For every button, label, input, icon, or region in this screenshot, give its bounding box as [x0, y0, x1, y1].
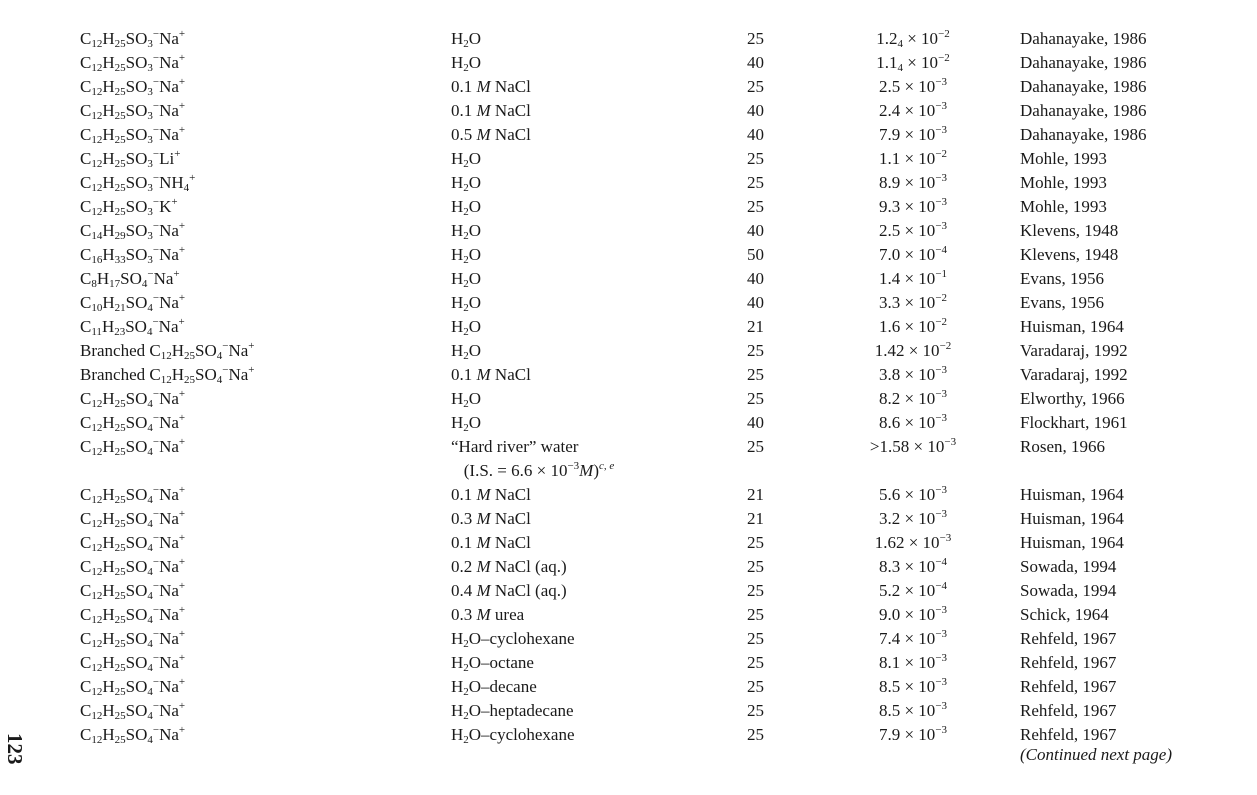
- reference-cell: Dahanayake, 1986: [1020, 29, 1147, 48]
- cmc-value-cell: $1.42 \times 10^{-2}$: [874, 340, 952, 360]
- table-row: [0, 531, 1257, 555]
- cmc-value-cell: $1.6 \times 10^{-2}$: [878, 316, 948, 336]
- compound-cell: $C_{12}H_{25}SO_4^-Na^+$: [80, 412, 186, 434]
- temperature-cell: 25: [747, 533, 764, 552]
- cmc-value-cell: $8.9 \times 10^{-3}$: [878, 172, 948, 192]
- temperature-cell: 25: [747, 701, 764, 720]
- compound-cell: $C_{12}H_{25}SO_3^-K^+$: [80, 196, 178, 218]
- reference-cell: Klevens, 1948: [1020, 221, 1119, 240]
- compound-cell: $C_{12}H_{25}SO_4^-Na^+$: [80, 532, 186, 554]
- compound-cell: Branched $C_{12}H_{25}SO_4^-Na^+$: [80, 364, 255, 386]
- continued-note: (Continued next page): [1020, 745, 1173, 764]
- cmc-table: [0, 27, 1257, 747]
- table-row: [0, 51, 1257, 75]
- cmc-value-cell: $8.2 \times 10^{-3}$: [878, 388, 948, 408]
- medium-cell: $H_2O$–cyclohexane: [451, 725, 575, 746]
- compound-cell: $C_{12}H_{25}SO_4^-Na^+$: [80, 508, 186, 530]
- cmc-value-cell: $1.62 \times 10^{-3}$: [874, 532, 952, 552]
- cmc-value-cell: $8.6 \times 10^{-3}$: [878, 412, 948, 432]
- cmc-value-cell: $7.4 \times 10^{-3}$: [878, 628, 948, 648]
- cmc-value-cell: $2.4 \times 10^{-3}$: [878, 100, 948, 120]
- medium-cell: 0.3 M urea: [451, 605, 525, 624]
- cmc-value-cell: $1.1_4 \times 10^{-2}$: [876, 52, 950, 74]
- cmc-value-cell: $7.9 \times 10^{-3}$: [878, 124, 948, 144]
- table-row: [0, 675, 1257, 699]
- medium-cell: 0.1 M NaCl: [451, 485, 531, 504]
- temperature-cell: 25: [747, 77, 764, 96]
- cmc-value-cell: $8.1 \times 10^{-3}$: [878, 652, 948, 672]
- table-row: [0, 603, 1257, 627]
- table-row: [0, 267, 1257, 291]
- temperature-cell: 40: [747, 293, 764, 312]
- reference-cell: Dahanayake, 1986: [1020, 53, 1147, 72]
- medium-cell: $H_2O$: [451, 197, 482, 218]
- medium-cell: $H_2O$–cyclohexane: [451, 629, 575, 650]
- table-row-continuation: [0, 459, 1257, 483]
- cmc-value-cell: $2.5 \times 10^{-3}$: [878, 76, 948, 96]
- table-row: [0, 27, 1257, 51]
- cmc-value-cell: $2.5 \times 10^{-3}$: [878, 220, 948, 240]
- reference-cell: Rehfeld, 1967: [1020, 701, 1117, 720]
- temperature-cell: 21: [747, 485, 764, 504]
- reference-cell: Huisman, 1964: [1020, 509, 1124, 528]
- table-row: [0, 411, 1257, 435]
- medium-cell: $H_2O$–decane: [451, 677, 537, 698]
- medium-cell: $H_2O$–heptadecane: [451, 701, 574, 722]
- compound-cell: $C_{16}H_{33}SO_3^-Na^+$: [80, 244, 186, 266]
- compound-cell: $C_{12}H_{25}SO_4^-Na^+$: [80, 628, 186, 650]
- compound-cell: $C_8H_{17}SO_4^-Na^+$: [80, 268, 180, 290]
- reference-cell: Huisman, 1964: [1020, 317, 1124, 336]
- compound-cell: $C_{10}H_{21}SO_4^-Na^+$: [80, 292, 186, 314]
- temperature-cell: 25: [747, 605, 764, 624]
- table-row: [0, 291, 1257, 315]
- page-number: 123: [3, 733, 27, 765]
- temperature-cell: 25: [747, 365, 764, 384]
- compound-cell: Branched $C_{12}H_{25}SO_4^-Na^+$: [80, 340, 255, 362]
- compound-cell: $C_{12}H_{25}SO_3^-NH_4^+$: [80, 172, 196, 194]
- cmc-value-cell: $8.5 \times 10^{-3}$: [878, 700, 948, 720]
- medium-cell: $H_2O$: [451, 293, 482, 314]
- compound-cell: $C_{12}H_{25}SO_4^-Na^+$: [80, 604, 186, 626]
- medium-cell: 0.1 M NaCl: [451, 365, 531, 384]
- cmc-value-cell: $3.2 \times 10^{-3}$: [878, 508, 948, 528]
- medium-cell: $H_2O$: [451, 389, 482, 410]
- cmc-value-cell: $9.3 \times 10^{-3}$: [878, 196, 948, 216]
- table-row: [0, 171, 1257, 195]
- cmc-value-cell: $1.1 \times 10^{-2}$: [878, 148, 948, 168]
- medium-cell: $H_2O$: [451, 173, 482, 194]
- compound-cell: $C_{12}H_{25}SO_3^-Li^+$: [80, 148, 181, 170]
- table-row: [0, 219, 1257, 243]
- temperature-cell: 40: [747, 221, 764, 240]
- table-row: [0, 147, 1257, 171]
- medium-cell: 0.3 M NaCl: [451, 509, 531, 528]
- medium-cell: $H_2O$: [451, 341, 482, 362]
- temperature-cell: 40: [747, 101, 764, 120]
- table-row: [0, 507, 1257, 531]
- reference-cell: Dahanayake, 1986: [1020, 125, 1147, 144]
- temperature-cell: 40: [747, 53, 764, 72]
- medium-cell: 0.4 M NaCl (aq.): [451, 581, 567, 600]
- reference-cell: Sowada, 1994: [1020, 581, 1117, 600]
- compound-cell: $C_{12}H_{25}SO_3^-Na^+$: [80, 100, 186, 122]
- temperature-cell: 25: [747, 653, 764, 672]
- reference-cell: Rosen, 1966: [1020, 437, 1105, 456]
- temperature-cell: 21: [747, 317, 764, 336]
- reference-cell: Mohle, 1993: [1020, 173, 1107, 192]
- reference-cell: Evans, 1956: [1020, 269, 1105, 288]
- cmc-value-cell: $1.4 \times 10^{-1}$: [878, 268, 948, 288]
- temperature-cell: 40: [747, 269, 764, 288]
- compound-cell: $C_{12}H_{25}SO_4^-Na^+$: [80, 724, 186, 746]
- medium-cell: “Hard river” water: [451, 437, 579, 456]
- cmc-value-cell: $8.3 \times 10^{-4}$: [878, 556, 948, 576]
- reference-cell: Rehfeld, 1967: [1020, 677, 1117, 696]
- temperature-cell: 50: [747, 245, 764, 264]
- reference-cell: Evans, 1956: [1020, 293, 1105, 312]
- temperature-cell: 40: [747, 413, 764, 432]
- table-row: [0, 123, 1257, 147]
- reference-cell: Dahanayake, 1986: [1020, 77, 1147, 96]
- compound-cell: $C_{12}H_{25}SO_4^-Na^+$: [80, 652, 186, 674]
- compound-cell: $C_{12}H_{25}SO_4^-Na^+$: [80, 676, 186, 698]
- table-row: [0, 75, 1257, 99]
- reference-cell: Mohle, 1993: [1020, 149, 1107, 168]
- reference-cell: Rehfeld, 1967: [1020, 725, 1117, 744]
- table-row: [0, 243, 1257, 267]
- temperature-cell: 25: [747, 173, 764, 192]
- temperature-cell: 25: [747, 677, 764, 696]
- table-row: [0, 651, 1257, 675]
- table-row: [0, 435, 1257, 459]
- table-row: [0, 555, 1257, 579]
- temperature-cell: 25: [747, 389, 764, 408]
- temperature-cell: 25: [747, 149, 764, 168]
- reference-cell: Varadaraj, 1992: [1020, 365, 1128, 384]
- medium-cell: 0.5 M NaCl: [451, 125, 531, 144]
- cmc-value-cell: $9.0 \times 10^{-3}$: [878, 604, 948, 624]
- medium-cell: $H_2O$: [451, 53, 482, 74]
- medium-cell: 0.1 M NaCl: [451, 101, 531, 120]
- compound-cell: $C_{12}H_{25}SO_4^-Na^+$: [80, 700, 186, 722]
- compound-cell: $C_{14}H_{29}SO_3^-Na^+$: [80, 220, 186, 242]
- table-row: [0, 387, 1257, 411]
- cmc-value-cell: $5.2 \times 10^{-4}$: [878, 580, 948, 600]
- compound-cell: $C_{12}H_{25}SO_4^-Na^+$: [80, 556, 186, 578]
- table-row: [0, 699, 1257, 723]
- reference-cell: Schick, 1964: [1020, 605, 1109, 624]
- table-row: [0, 627, 1257, 651]
- table-row: [0, 195, 1257, 219]
- table-row: [0, 363, 1257, 387]
- reference-cell: Elworthy, 1966: [1020, 389, 1125, 408]
- reference-cell: Huisman, 1964: [1020, 485, 1124, 504]
- medium-cell: (I.S. = $6.6 \times 10^{-3}M)^{c, e}$: [451, 460, 615, 480]
- medium-cell: $H_2O$: [451, 245, 482, 266]
- cmc-value-cell: $3.8 \times 10^{-3}$: [878, 364, 948, 384]
- compound-cell: $C_{12}H_{25}SO_4^-Na^+$: [80, 484, 186, 506]
- medium-cell: $H_2O$: [451, 317, 482, 338]
- compound-cell: $C_{12}H_{25}SO_4^-Na^+$: [80, 580, 186, 602]
- table-row: [0, 99, 1257, 123]
- temperature-cell: 25: [747, 437, 764, 456]
- reference-cell: Huisman, 1964: [1020, 533, 1124, 552]
- compound-cell: $C_{12}H_{25}SO_4^-Na^+$: [80, 436, 186, 458]
- table-row: [0, 723, 1257, 747]
- medium-cell: 0.1 M NaCl: [451, 533, 531, 552]
- reference-cell: Mohle, 1993: [1020, 197, 1107, 216]
- temperature-cell: 25: [747, 629, 764, 648]
- temperature-cell: 21: [747, 509, 764, 528]
- reference-cell: Dahanayake, 1986: [1020, 101, 1147, 120]
- temperature-cell: 25: [747, 557, 764, 576]
- compound-cell: $C_{11}H_{23}SO_4^-Na^+$: [80, 316, 185, 338]
- cmc-value-cell: $8.5 \times 10^{-3}$: [878, 676, 948, 696]
- cmc-value-cell: $5.6 \times 10^{-3}$: [878, 484, 948, 504]
- compound-cell: $C_{12}H_{25}SO_3^-Na^+$: [80, 52, 186, 74]
- table-row: [0, 315, 1257, 339]
- compound-cell: $C_{12}H_{25}SO_3^-Na^+$: [80, 28, 186, 50]
- temperature-cell: 25: [747, 581, 764, 600]
- cmc-value-cell: $1.2_4 \times 10^{-2}$: [876, 28, 950, 50]
- temperature-cell: 25: [747, 197, 764, 216]
- reference-cell: Rehfeld, 1967: [1020, 653, 1117, 672]
- reference-cell: Flockhart, 1961: [1020, 413, 1128, 432]
- compound-cell: $C_{12}H_{25}SO_3^-Na^+$: [80, 124, 186, 146]
- compound-cell: $C_{12}H_{25}SO_3^-Na^+$: [80, 76, 186, 98]
- medium-cell: 0.1 M NaCl: [451, 77, 531, 96]
- medium-cell: $H_2O$: [451, 413, 482, 434]
- cmc-value-cell: $>1.58 \times 10^{-3}$: [869, 436, 957, 456]
- reference-cell: Klevens, 1948: [1020, 245, 1119, 264]
- cmc-value-cell: $3.3 \times 10^{-2}$: [878, 292, 948, 312]
- reference-cell: Varadaraj, 1992: [1020, 341, 1128, 360]
- table-row: [0, 483, 1257, 507]
- compound-cell: $C_{12}H_{25}SO_4^-Na^+$: [80, 388, 186, 410]
- reference-cell: Rehfeld, 1967: [1020, 629, 1117, 648]
- medium-cell: 0.2 M NaCl (aq.): [451, 557, 567, 576]
- medium-cell: $H_2O$: [451, 149, 482, 170]
- temperature-cell: 25: [747, 725, 764, 744]
- cmc-value-cell: $7.9 \times 10^{-3}$: [878, 724, 948, 744]
- medium-cell: $H_2O$: [451, 269, 482, 290]
- medium-cell: $H_2O$: [451, 221, 482, 242]
- table-row: [0, 339, 1257, 363]
- medium-cell: $H_2O$: [451, 29, 482, 50]
- cmc-value-cell: $7.0 \times 10^{-4}$: [878, 244, 948, 264]
- temperature-cell: 25: [747, 341, 764, 360]
- table-row: [0, 579, 1257, 603]
- reference-cell: Sowada, 1994: [1020, 557, 1117, 576]
- temperature-cell: 40: [747, 125, 764, 144]
- temperature-cell: 25: [747, 29, 764, 48]
- medium-cell: $H_2O$–octane: [451, 653, 534, 674]
